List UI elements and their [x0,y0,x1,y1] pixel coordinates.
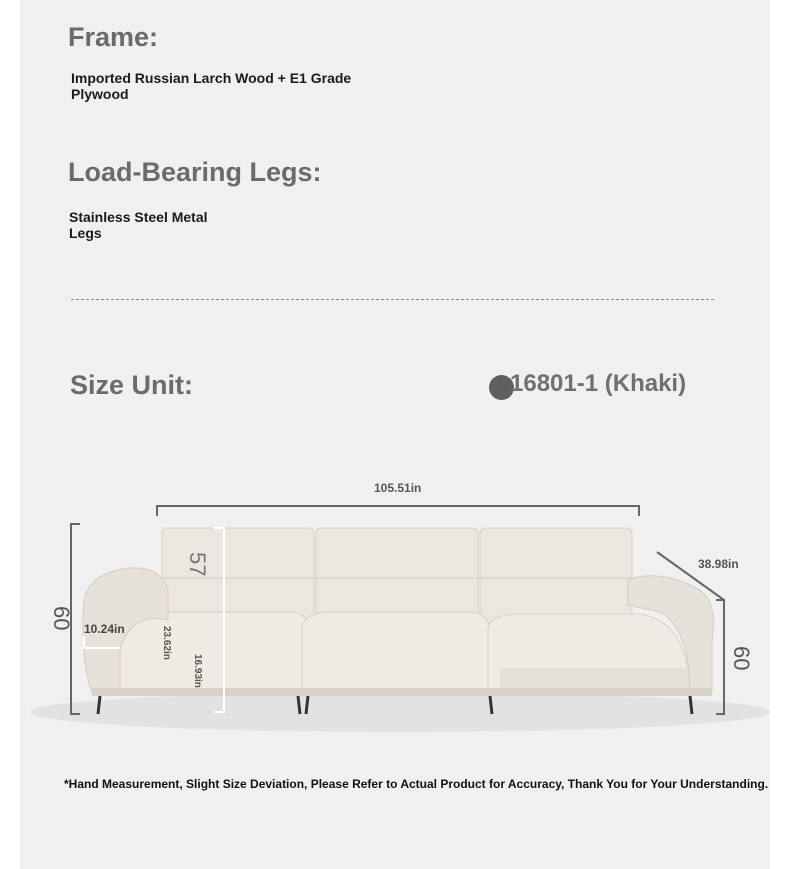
seat-left [118,612,310,692]
right-height-bracket [716,600,724,714]
leg-3 [306,696,308,714]
seat-depth-label: 23.62in [161,626,172,660]
right-height-number: 60 [729,646,754,671]
seat-height-label: 16.93in [192,654,203,688]
model-label: 16801-1 (Khaki) [510,370,687,397]
leg-2 [298,696,300,714]
legs-value: Stainless Steel Metal Legs [69,209,208,241]
leg-5 [690,696,692,714]
size-heading: Size Unit: [70,370,194,400]
left-height-number: 60 [49,606,74,631]
width-label: 105.51in [374,481,422,495]
frame-heading: Frame: [68,22,159,52]
back-height-number: 57 [185,552,210,577]
footnote: *Hand Measurement, Slight Size Deviation, Please Refer to Actual Product for Accuracy, Thank You for Your Understanding. [64,777,769,791]
leg-4 [490,696,492,714]
depth-label: 38.98in [698,557,739,571]
leg-1 [98,696,100,714]
width-bracket [157,506,639,516]
sofa-base [92,688,712,696]
floor-shadow [30,692,770,732]
frame-value: Imported Russian Larch Wood + E1 Grade Plywood [71,70,352,102]
legs-heading: Load-Bearing Legs: [68,157,322,187]
arm-height-label: 10.24in [84,622,125,636]
seat-middle [302,612,490,692]
